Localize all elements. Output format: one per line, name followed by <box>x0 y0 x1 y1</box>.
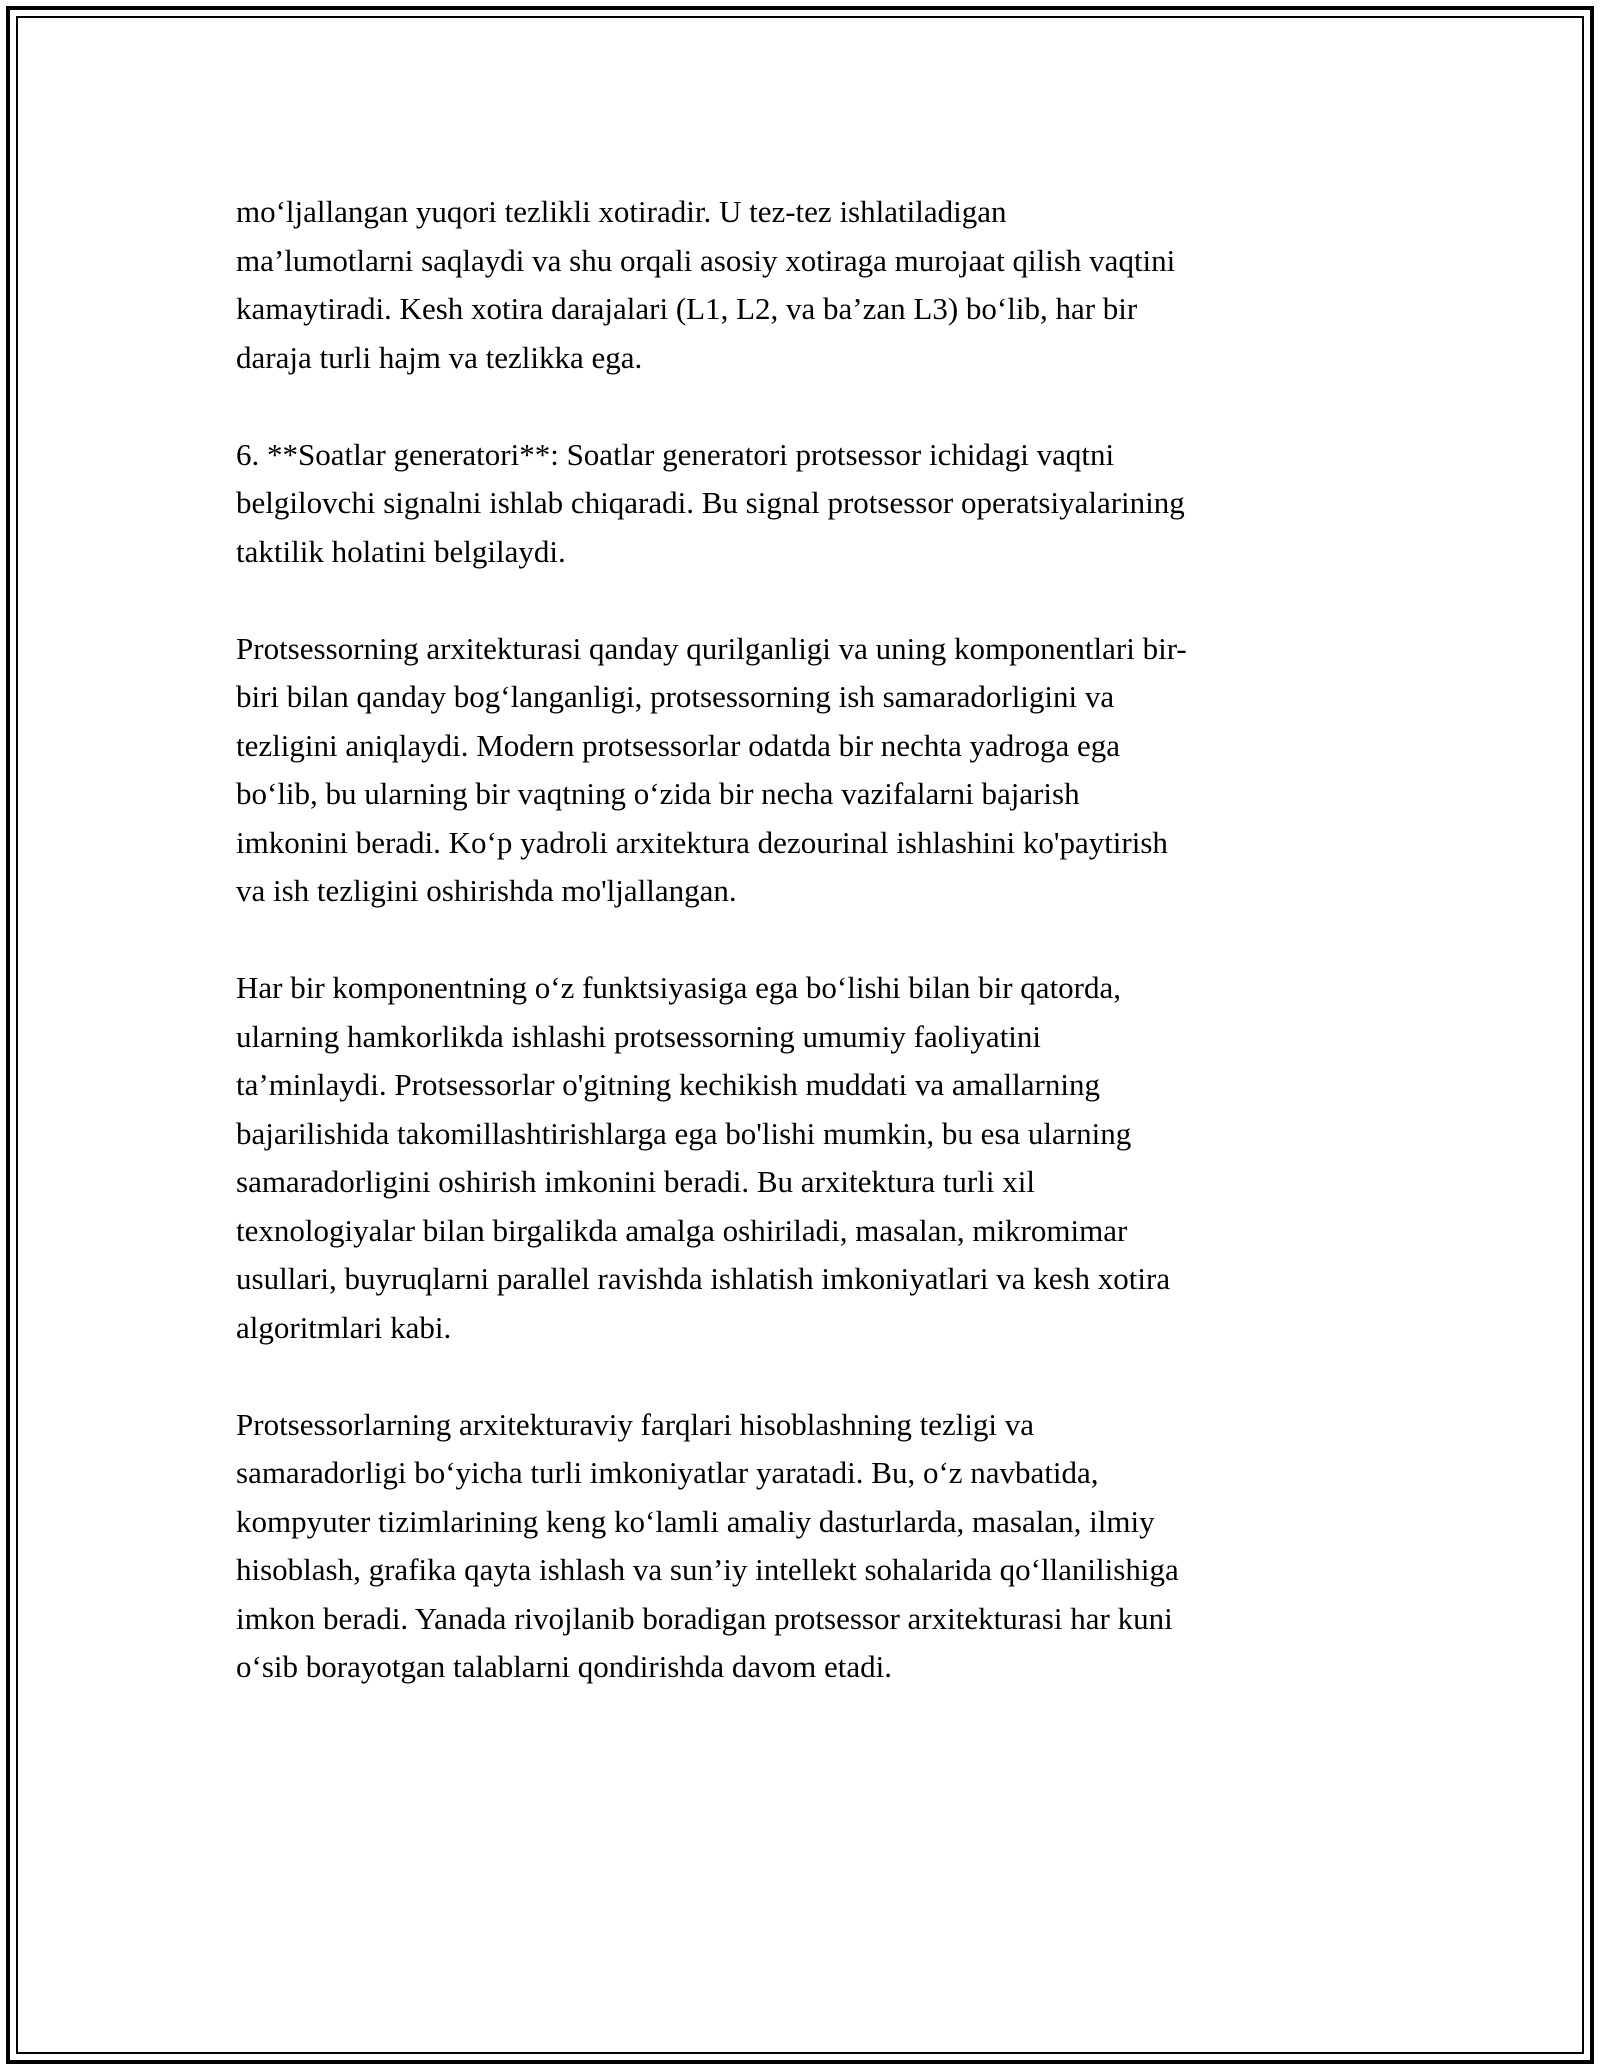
text-line: 6. **Soatlar generatori**: Soatlar generatori protsessor ichidagi vaqtni <box>236 436 1115 472</box>
text-line: samaradorligini oshirish imkonini beradi. Bu arxitektura turli xil <box>236 1164 1035 1199</box>
text-line: algoritmlari kabi. <box>236 1309 452 1345</box>
text-line: va ish tezligini oshirishda mo'ljallangan. <box>236 873 737 908</box>
paragraph-differences <box>236 1401 1366 1692</box>
text-line: o‘sib borayotgan talablarni qondirishda davom etadi. <box>236 1649 892 1684</box>
text-line: kompyuter tizimlarining keng ko‘lamli amaliy dasturlarda, masalan, ilmiy <box>236 1503 1155 1539</box>
text-line: usullari, buyruqlarni parallel ravishda ishlatish imkoniyatlari va kesh xotira <box>236 1261 1171 1296</box>
text-line: tezligini aniqlaydi. Modern protsessorlar odatda bir nechta yadroga ega <box>236 727 1121 763</box>
text-line: samaradorligi bo‘yicha turli imkoniyatlar yaratadi. Bu, o‘z navbatida, <box>236 1455 1099 1490</box>
text-line: Har bir komponentning o‘z funktsiyasiga ega bo‘lishi bilan bir qatorda, <box>236 970 1122 1005</box>
document-body <box>236 188 1366 1740</box>
text-line: hisoblash, grafika qayta ishlash va sun’iy intellekt sohalarida qo‘llanilishiga <box>236 1552 1179 1587</box>
text-line: biri bilan qanday bog‘langanligi, protsessorning ish samaradorligini va <box>236 679 1115 714</box>
text-line: taktilik holatini belgilaydi. <box>236 533 566 569</box>
text-line: ularning hamkorlikda ishlashi protsessorning umumiy faoliyatini <box>236 1018 1042 1054</box>
text-line: daraja turli hajm va tezlikka ega. <box>236 339 643 375</box>
text-line: mo‘ljallangan yuqori tezlikli xotiradir. U tez-tez ishlatiladigan <box>236 194 1007 229</box>
text-line: Protsessorning arxitekturasi qanday qurilganligi va uning komponentlari bir- <box>236 630 1187 666</box>
text-line: imkonini beradi. Ko‘p yadroli arxitektura dezourinal ishlashini ko'paytirish <box>236 824 1168 860</box>
text-line: imkon beradi. Yanada rivojlanib boradigan protsessor arxitekturasi har kuni <box>236 1600 1173 1636</box>
paragraph-cache-memory <box>236 188 1366 382</box>
text-line: bo‘lib, bu ularning bir vaqtning o‘zida bir necha vazifalarni bajarish <box>236 776 1080 811</box>
text-line: bajarilishida takomillashtirishlarga ega bo'lishi mumkin, bu esa ularning <box>236 1115 1132 1151</box>
paragraph-components <box>236 964 1366 1352</box>
paragraph-clock-generator <box>236 431 1366 577</box>
text-line: ma’lumotlarni saqlaydi va shu orqali asosiy xotiraga murojaat qilish vaqtini <box>236 242 1176 278</box>
text-line: Protsessorlarning arxitekturaviy farqlari hisoblashning tezligi va <box>236 1406 1035 1442</box>
text-line: ta’minlaydi. Protsessorlar o'gitning kechikish muddati va amallarning <box>236 1067 1100 1102</box>
text-line: belgilovchi signalni ishlab chiqaradi. Bu signal protsessor operatsiyalarining <box>236 485 1185 520</box>
paragraph-architecture <box>236 625 1366 916</box>
text-line: kamaytiradi. Kesh xotira darajalari (L1, L2, va ba’zan L3) bo‘lib, har bir <box>236 291 1138 326</box>
text-line: texnologiyalar bilan birgalikda amalga oshiriladi, masalan, mikromimar <box>236 1212 1128 1248</box>
